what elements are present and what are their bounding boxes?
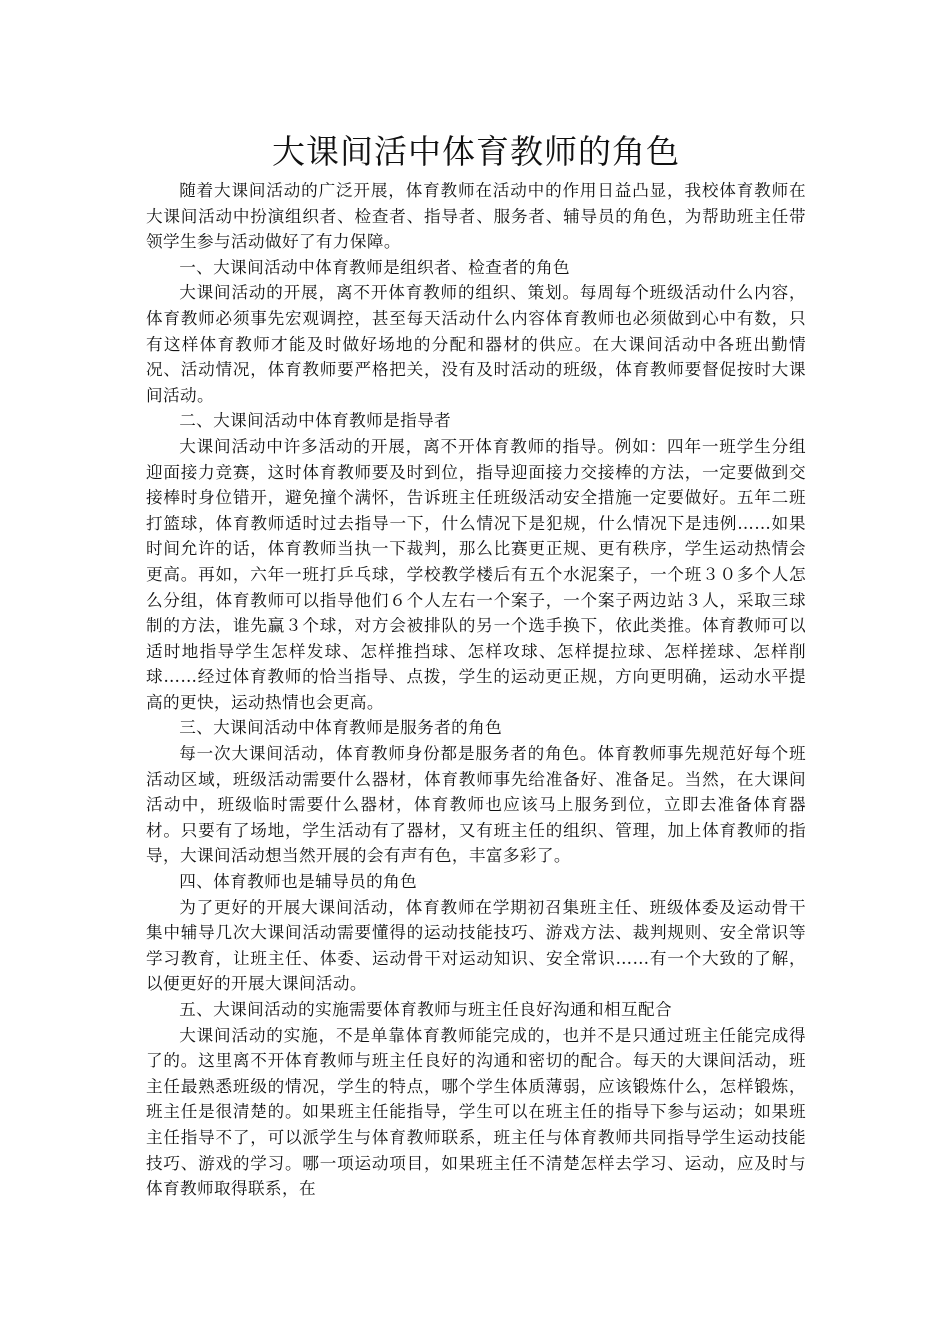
section-1-paragraph: 大课间活动的开展，离不开体育教师的组织、策划。每周每个班级活动什么内容，体育教师必须事先宏观调控，甚至每天活动什么内容体育教师也必须做到心中有数，只有这样体育教师才能及时做好场地的分配和器材的供应。在大课间活动中各班出勤情况、活动情况，体育教师要严格把关，没有及时活动的班级，体育教师要督促按时大课间活动。 — [146, 283, 806, 405]
section-5-paragraph: 大课间活动的实施，不是单靠体育教师能完成的，也并不是只通过班主任能完成得了的。这里离不开体育教师与班主任良好的沟通和密切的配合。每天的大课间活动，班主任最熟悉班级的情况，学生的特点，哪个学生体质薄弱，应该锻炼什么，怎样锻炼，班主任是很清楚的。如果班主任能指导，学生可以在班主任的指导下参与运动；如果班主任指导不了，可以派学生与体育教师联系，班主任与体育教师共同指导学生运动技能技巧、游戏的学习。哪一项运动项目，如果班主任不清楚怎样去学习、运动，应及时与体育教师取得联系，在 — [146, 1025, 806, 1199]
section-heading-1: 一、大课间活动中体育教师是组织者、检查者的角色 — [179, 257, 571, 277]
section-2-paragraph: 大课间活动中许多活动的开展，离不开体育教师的指导。例如：四年一班学生分组迎面接力竞赛，这时体育教师要及时到位，指导迎面接力交接棒的方法，一定要做到交接棒时身位错开，避免撞个满怀，告诉班主任班级活动安全措施一定要做好。五年二班打篮球，体育教师适时过去指导一下，什么情况下是犯规，什么情况下是违例……如果时间允许的话，体育教师当执一下裁判，那么比赛更正规、更有秩序，学生运动热情会更高。再如，六年一班打乒乓球，学校教学楼后有五个水泥案子，一个班３０多个人怎么分组，体育教师可以指导他们６个人左右一个案子，一个案子两边站３人，采取三球制的方法，谁先赢３个球，对方会被排队的另一个选手换下，依此类推。体育教师可以适时地指导学生怎样发球、怎样推挡球、怎样攻球、怎样提拉球、怎样搓球、怎样削球……经过体育教师的恰当指导、点拨，学生的运动更正规，方向更明确，运动水平提高的更快，运动热情也会更高。 — [146, 436, 806, 712]
section-3-paragraph: 每一次大课间活动，体育教师身份都是服务者的角色。体育教师事先规范好每个班活动区域，班级活动需要什么器材，体育教师事先给准备好、准备足。当然，在大课间活动中，班级临时需要什么器材，体育教师也应该马上服务到位，立即去准备体育器材。只要有了场地，学生活动有了器材，又有班主任的组织、管理，加上体育教师的指导，大课间活动想当然开展的会有声有色，丰富多彩了。 — [146, 744, 806, 866]
section-4-paragraph: 为了更好的开展大课间活动，体育教师在学期初召集班主任、班级体委及运动骨干集中辅导几次大课间活动需要懂得的运动技能技巧、游戏方法、裁判规则、安全常识等学习教育，让班主任、体委、运动骨干对运动知识、安全常识……有一个大致的了解，以便更好的开展大课间活动。 — [146, 897, 806, 994]
document-page — [146, 126, 806, 1202]
document-title: 大课间活中体育教师的角色 — [272, 132, 680, 171]
intro-paragraph: 随着大课间活动的广泛开展，体育教师在活动中的作用日益凸显，我校体育教师在大课间活动中扮演组织者、检查者、指导者、服务者、辅导员的角色，为帮助班主任带领学生参与活动做好了有力保障。 — [146, 181, 806, 252]
section-heading-4: 四、体育教师也是辅导员的角色 — [179, 872, 418, 892]
section-heading-5: 五、大课间活动的实施需要体育教师与班主任良好沟通和相互配合 — [179, 1000, 673, 1019]
section-heading-2: 二、大课间活动中体育教师是指导者 — [179, 411, 452, 431]
section-heading-3: 三、大课间活动中体育教师是服务者的角色 — [179, 718, 503, 738]
